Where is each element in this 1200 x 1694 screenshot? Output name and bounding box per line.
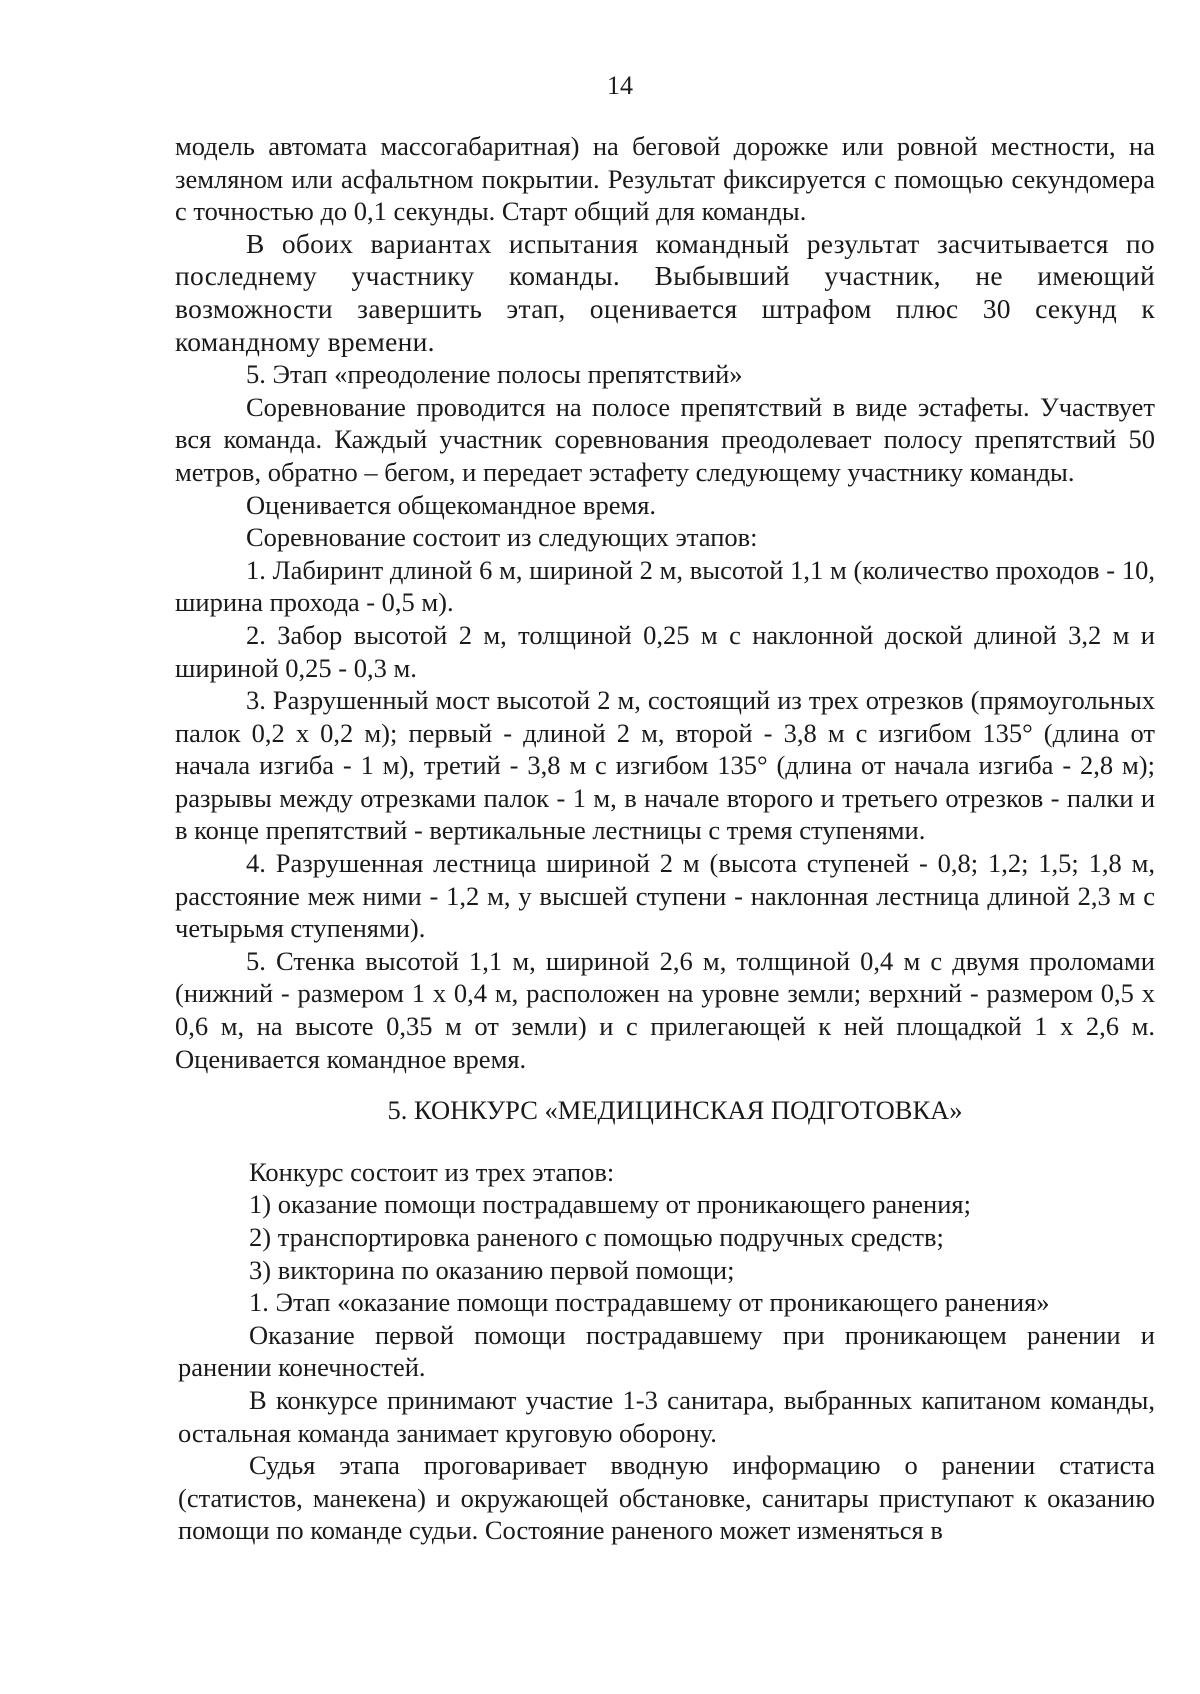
section-body bbox=[175, 1156, 1155, 1547]
page-number: 14 bbox=[607, 71, 633, 100]
list-item: 2) транспортировка раненого с помощью подручных средств; bbox=[249, 1222, 944, 1252]
list-item: 3) викторина по оказанию первой помощи; bbox=[249, 1254, 735, 1285]
paragraph: модель автомата массогабаритная) на беговой дорожке или ровной местности, на земляном или асфальтном покрытии. Результат фиксируется с помощью секундомера с точностью до 0,1 секунды. Старт общий для команды. bbox=[175, 131, 1155, 227]
paragraph: В обоих вариантах испытания командный результат засчитывается по последнему участнику команды. Выбывший участник, не имеющий возможности завершить этап, оценивается штрафом плюс 30 секунд к командному времени. bbox=[175, 227, 1155, 357]
paragraph: Конкурс состоит из трех этапов: bbox=[249, 1156, 615, 1187]
list-item: 4. Разрушенная лестница шириной 2 м (высота ступеней - 0,8; 1,2; 1,5; 1,8 м, расстояние меж ними - 1,2 м, у высшей ступени - наклонная лестница длиной 2,3 м с четырьмя ступенями). bbox=[175, 848, 1155, 944]
list-item: 1) оказание помощи пострадавшему от проникающего ранения; bbox=[249, 1189, 971, 1220]
paragraph: Оказание первой помощи пострадавшему при проникающем ранении и ранении конечностей. bbox=[178, 1319, 1155, 1383]
paragraph: Соревнование состоит из следующих этапов: bbox=[246, 522, 758, 553]
list-item: 3. Разрушенный мост высотой 2 м, состоящий из трех отрезков (прямоугольных палок 0,2 х 0,2 м); первый - длиной 2 м, второй - 3,8 м с изгибом 135° (длина от начала изгиба - 1 м), третий - 3,8 м с изгибом 135° (длина от начала изгиба - 2,8 м); разрывы между отрезками палок - 1 м, в начале второго и третьего отрезков - палки и в конце препятствий - вертикальные лестницы с тремя ступенями. bbox=[175, 685, 1155, 846]
stage-heading: 1. Этап «оказание помощи пострадавшему от проникающего ранения» bbox=[249, 1287, 1050, 1318]
section-title: 5. КОНКУРС «МЕДИЦИНСКАЯ ПОДГОТОВКА» bbox=[387, 1095, 963, 1126]
paragraph: Соревнование проводится на полосе препятствий в виде эстафеты. Участвует вся команда. Каждый участник соревнования преодолевает полосу препятствий 50 метров, обратно – бегом, и передает эстафету следующему участнику команды. bbox=[175, 391, 1155, 487]
paragraph: В конкурсе принимают участие 1-3 санитара, выбранных капитаном команды, остальная команда занимает круговую оборону. bbox=[178, 1384, 1155, 1448]
paragraph: Оценивается общекомандное время. bbox=[246, 489, 657, 520]
list-item: 1. Лабиринт длиной 6 м, шириной 2 м, высотой 1,1 м (количество проходов - 10, ширина прохода - 0,5 м). bbox=[175, 554, 1155, 618]
list-item: 2. Забор высотой 2 м, толщиной 0,25 м с наклонной доской длиной 3,2 м и шириной 0,25 - 0,3 м. bbox=[175, 619, 1155, 683]
stage-heading: 5. Этап «преодоление полосы препятствий» bbox=[246, 359, 743, 390]
paragraph: Судья этапа проговаривает вводную информацию о ранении статиста (статистов, манекена) и окружающей обстановке, санитары приступают к оказанию помощи по команде судьи. Состояние раненого может изменяться в bbox=[178, 1450, 1155, 1546]
document-body bbox=[175, 130, 1155, 1547]
list-item: 5. Стенка высотой 1,1 м, шириной 2,6 м, толщиной 0,4 м с двумя проломами (нижний - размером 1 х 0,4 м, расположен на уровне земли; верхний - размером 0,5 х 0,6 м, на высоте 0,35 м от земли) и с прилегающей к ней площадкой 1 х 2,6 м. Оценивается командное время. bbox=[175, 945, 1155, 1074]
